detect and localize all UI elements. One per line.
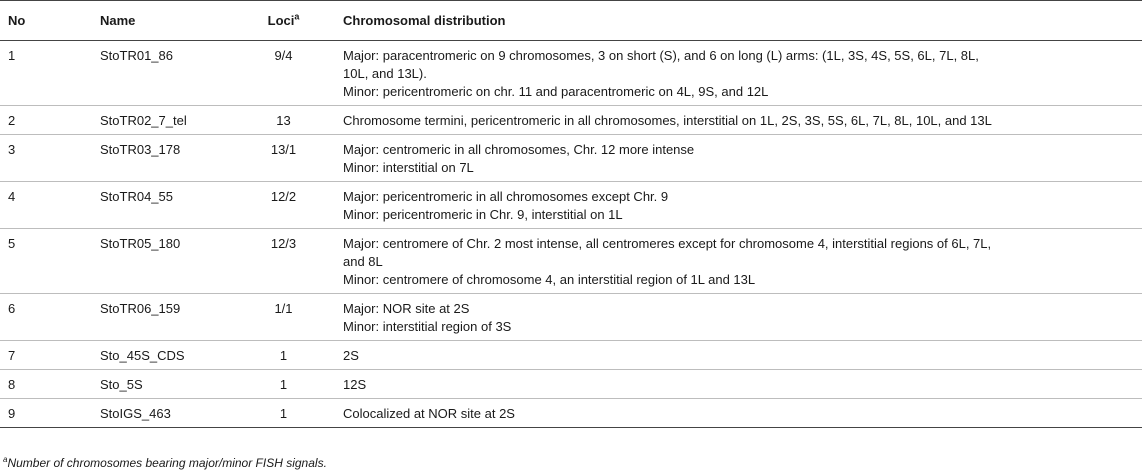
- header-row: [0, 1, 1142, 41]
- distribution-line: Chromosome termini, pericentromeric in all chromosomes, interstitial on 1L, 2S, 3S, 5S, 6L, 7L, 8L, 10L, and 13L: [343, 113, 992, 128]
- cell-name: Sto_45S_CDS: [92, 341, 232, 370]
- cell-name: StoTR02_7_tel: [92, 106, 232, 135]
- cell-name: StoTR04_55: [92, 182, 232, 229]
- footnote-text: Number of chromosomes bearing major/minor FISH signals.: [7, 456, 327, 470]
- cell-no: 5: [0, 229, 92, 294]
- table-row: [0, 399, 1142, 428]
- cell-name: StoTR01_86: [92, 41, 232, 106]
- table-footnote: [3, 456, 327, 470]
- distribution-line: and 8L: [343, 254, 383, 269]
- cell-no: 2: [0, 106, 92, 135]
- distribution-line: 10L, and 13L).: [343, 66, 427, 81]
- cell-loci: 1: [232, 399, 335, 428]
- cell-distribution: [335, 370, 1142, 399]
- cell-distribution: [335, 182, 1142, 229]
- cell-distribution: [335, 294, 1142, 341]
- header-no: No: [0, 1, 92, 41]
- cell-loci: 12/3: [232, 229, 335, 294]
- cell-name: StoTR06_159: [92, 294, 232, 341]
- distribution-line: 12S: [343, 377, 367, 392]
- cell-loci: 13/1: [232, 135, 335, 182]
- cell-loci: 9/4: [232, 41, 335, 106]
- header-loci-label: Loci: [267, 13, 295, 28]
- cell-distribution: [335, 399, 1142, 428]
- distribution-line: Minor: centromere of chromosome 4, an interstitial region of 1L and 13L: [343, 272, 756, 287]
- cell-loci: 1: [232, 341, 335, 370]
- table-row: [0, 182, 1142, 229]
- distribution-line: Minor: interstitial region of 3S: [343, 319, 512, 334]
- cell-name: StoTR03_178: [92, 135, 232, 182]
- distribution-line: Major: pericentromeric in all chromosomes except Chr. 9: [343, 189, 669, 204]
- header-name: Name: [92, 1, 232, 41]
- distribution-line: Major: centromere of Chr. 2 most intense, all centromeres except for chromosome 4, interstitial regions of 6L, 7L,: [343, 236, 992, 251]
- distribution-line: Major: NOR site at 2S: [343, 301, 470, 316]
- table-row: [0, 294, 1142, 341]
- table-row: [0, 341, 1142, 370]
- distribution-line: Major: centromeric in all chromosomes, Chr. 12 more intense: [343, 142, 695, 157]
- cell-loci: 13: [232, 106, 335, 135]
- cell-no: 3: [0, 135, 92, 182]
- cell-distribution: [335, 106, 1142, 135]
- header-distribution: Chromosomal distribution: [335, 1, 1142, 41]
- table-row: [0, 370, 1142, 399]
- distribution-line: Minor: pericentromeric on chr. 11 and paracentromeric on 4L, 9S, and 12L: [343, 84, 769, 99]
- cell-loci: 1: [232, 370, 335, 399]
- cell-distribution: [335, 135, 1142, 182]
- cell-name: StoTR05_180: [92, 229, 232, 294]
- distribution-line: Minor: interstitial on 7L: [343, 160, 474, 175]
- cell-distribution: [335, 41, 1142, 106]
- cell-name: StoIGS_463: [92, 399, 232, 428]
- table-row: [0, 106, 1142, 135]
- cell-loci: 12/2: [232, 182, 335, 229]
- table-row: [0, 135, 1142, 182]
- cell-distribution: [335, 341, 1142, 370]
- cell-no: 1: [0, 41, 92, 106]
- distribution-line: Major: paracentromeric on 9 chromosomes, 3 on short (S), and 6 on long (L) arms: (1L, 3S, 4S, 5S, 6L, 7L, 8L,: [343, 48, 979, 63]
- distribution-line: Colocalized at NOR site at 2S: [343, 406, 515, 421]
- table-row: [0, 41, 1142, 106]
- cell-no: 4: [0, 182, 92, 229]
- cell-name: Sto_5S: [92, 370, 232, 399]
- cell-no: 7: [0, 341, 92, 370]
- cell-no: 6: [0, 294, 92, 341]
- header-loci-footnote-mark: a: [294, 11, 300, 22]
- distribution-line: Minor: pericentromeric in Chr. 9, interstitial on 1L: [343, 207, 623, 222]
- cell-no: 8: [0, 370, 92, 399]
- table-row: [0, 229, 1142, 294]
- cell-distribution: [335, 229, 1142, 294]
- distribution-line: 2S: [343, 348, 359, 363]
- header-loci: [232, 1, 335, 41]
- cell-loci: 1/1: [232, 294, 335, 341]
- footnote-mark: a: [3, 455, 8, 464]
- cell-no: 9: [0, 399, 92, 428]
